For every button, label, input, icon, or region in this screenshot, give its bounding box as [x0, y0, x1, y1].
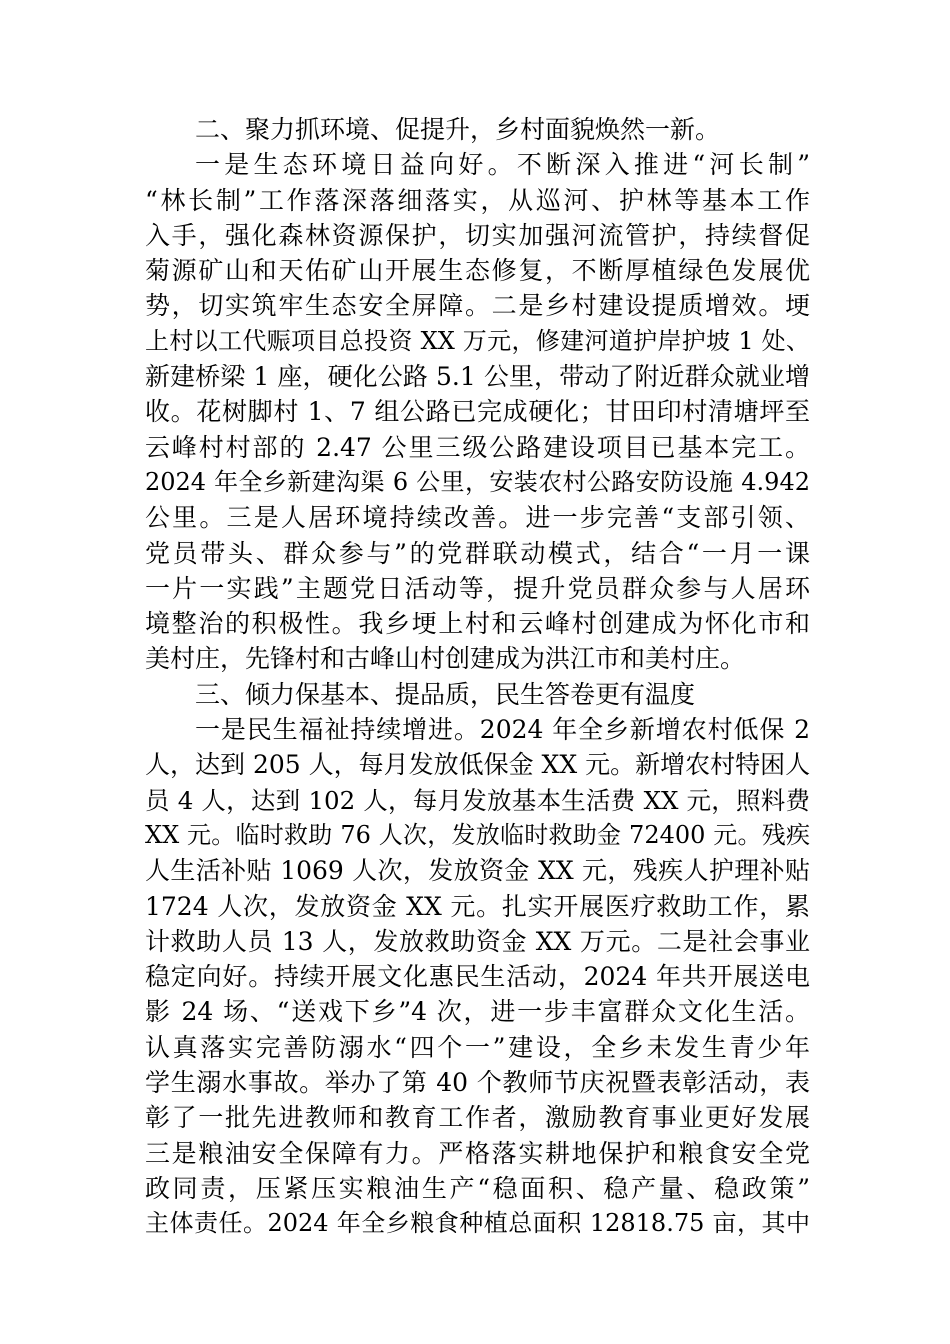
section-heading-environment: 二、聚力抓环境、促提升，乡村面貌焕然一新。 — [195, 115, 721, 144]
paragraph-line: 收。花树脚村 1、7 组公路已完成硬化；甘田印村清塘坪至 — [145, 397, 810, 427]
paragraph-line: 党员带头、群众参与”的党群联动模式，结合“一月一课 — [145, 538, 810, 568]
paragraph-line: 美村庄，先锋村和古峰山村创建成为洪江市和美村庄。 — [145, 644, 746, 674]
paragraph-line: 学生溺水事故。举办了第 40 个教师节庆祝暨表彰活动，表 — [145, 1068, 810, 1098]
paragraph-line: 一片一实践”主题党日活动等，提升党员群众参与人居环 — [145, 573, 810, 603]
paragraph-line: 稳定向好。持续开展文化惠民生活动，2024 年共开展送电 — [145, 962, 810, 992]
paragraph-line: 上村以工代赈项目总投资 XX 万元，修建河道护岸护坡 1 处、 — [145, 326, 810, 355]
paragraph-line: 一是民生福祉持续增进。2024 年全乡新增农村低保 2 — [195, 715, 810, 745]
paragraph-line: 云峰村村部的 2.47 公里三级公路建设项目已基本完工。 — [145, 432, 810, 462]
paragraph-line: 认真落实完善防溺水“四个一”建设，全乡未发生青少年 — [145, 1032, 810, 1062]
paragraph-line: 人，达到 205 人，每月发放低保金 XX 元。新增农村特困人 — [145, 750, 811, 780]
paragraph-line: 影 24 场、“送戏下乡”4 次，进一步丰富群众文化生活。 — [145, 997, 810, 1027]
paragraph-line: 彰了一批先进教师和教育工作者，激励教育事业更好发展 — [145, 1103, 810, 1133]
paragraph-line: 三是粮油安全保障有力。严格落实耕地保护和粮食安全党 — [145, 1138, 810, 1168]
paragraph-line: 入手，强化森林资源保护，切实加强河流管护，持续督促 — [145, 220, 810, 250]
section-heading-livelihood: 三、倾力保基本、提品质，民生答卷更有温度 — [195, 679, 696, 709]
paragraph-line: 新建桥梁 1 座，硬化公路 5.1 公里，带动了附近群众就业增 — [145, 362, 810, 392]
paragraph-line: 人生活补贴 1069 人次，发放资金 XX 元，残疾人护理补贴 — [145, 856, 810, 886]
paragraph-line: 1724 人次，发放资金 XX 元。扎实开展医疗救助工作，累 — [145, 891, 810, 921]
paragraph-line: 主体责任。2024 年全乡粮食种植总面积 12818.75 亩，其中 — [145, 1209, 810, 1238]
paragraph-line: 计救助人员 13 人，发放救助资金 XX 万元。二是社会事业 — [145, 926, 810, 956]
document-body — [145, 112, 810, 1242]
paragraph-line: 菊源矿山和天佑矿山开展生态修复，不断厚植绿色发展优 — [145, 256, 810, 286]
paragraph-line: 政同责，压紧压实粮油生产“稳面积、稳产量、稳政策” — [145, 1173, 810, 1203]
paragraph-line: 境整治的积极性。我乡埂上村和云峰村创建成为怀化市和 — [145, 609, 810, 639]
paragraph-line: XX 元。临时救助 76 人次，发放临时救助金 72400 元。残疾 — [145, 820, 810, 849]
paragraph-line: 势，切实筑牢生态安全屏障。二是乡村建设提质增效。埂 — [145, 291, 810, 321]
paragraph-line: “林长制”工作落深落细落实，从巡河、护林等基本工作 — [145, 185, 810, 215]
paragraph-line: 公里。三是人居环境持续改善。进一步完善“支部引领、 — [145, 503, 810, 533]
paragraph-line: 2024 年全乡新建沟渠 6 公里，安装农村公路安防设施 4.942 — [145, 467, 810, 496]
paragraph-line: 员 4 人，达到 102 人，每月发放基本生活费 XX 元，照料费 — [145, 785, 810, 815]
paragraph-line: 一是生态环境日益向好。不断深入推进“河长制” — [195, 150, 810, 180]
